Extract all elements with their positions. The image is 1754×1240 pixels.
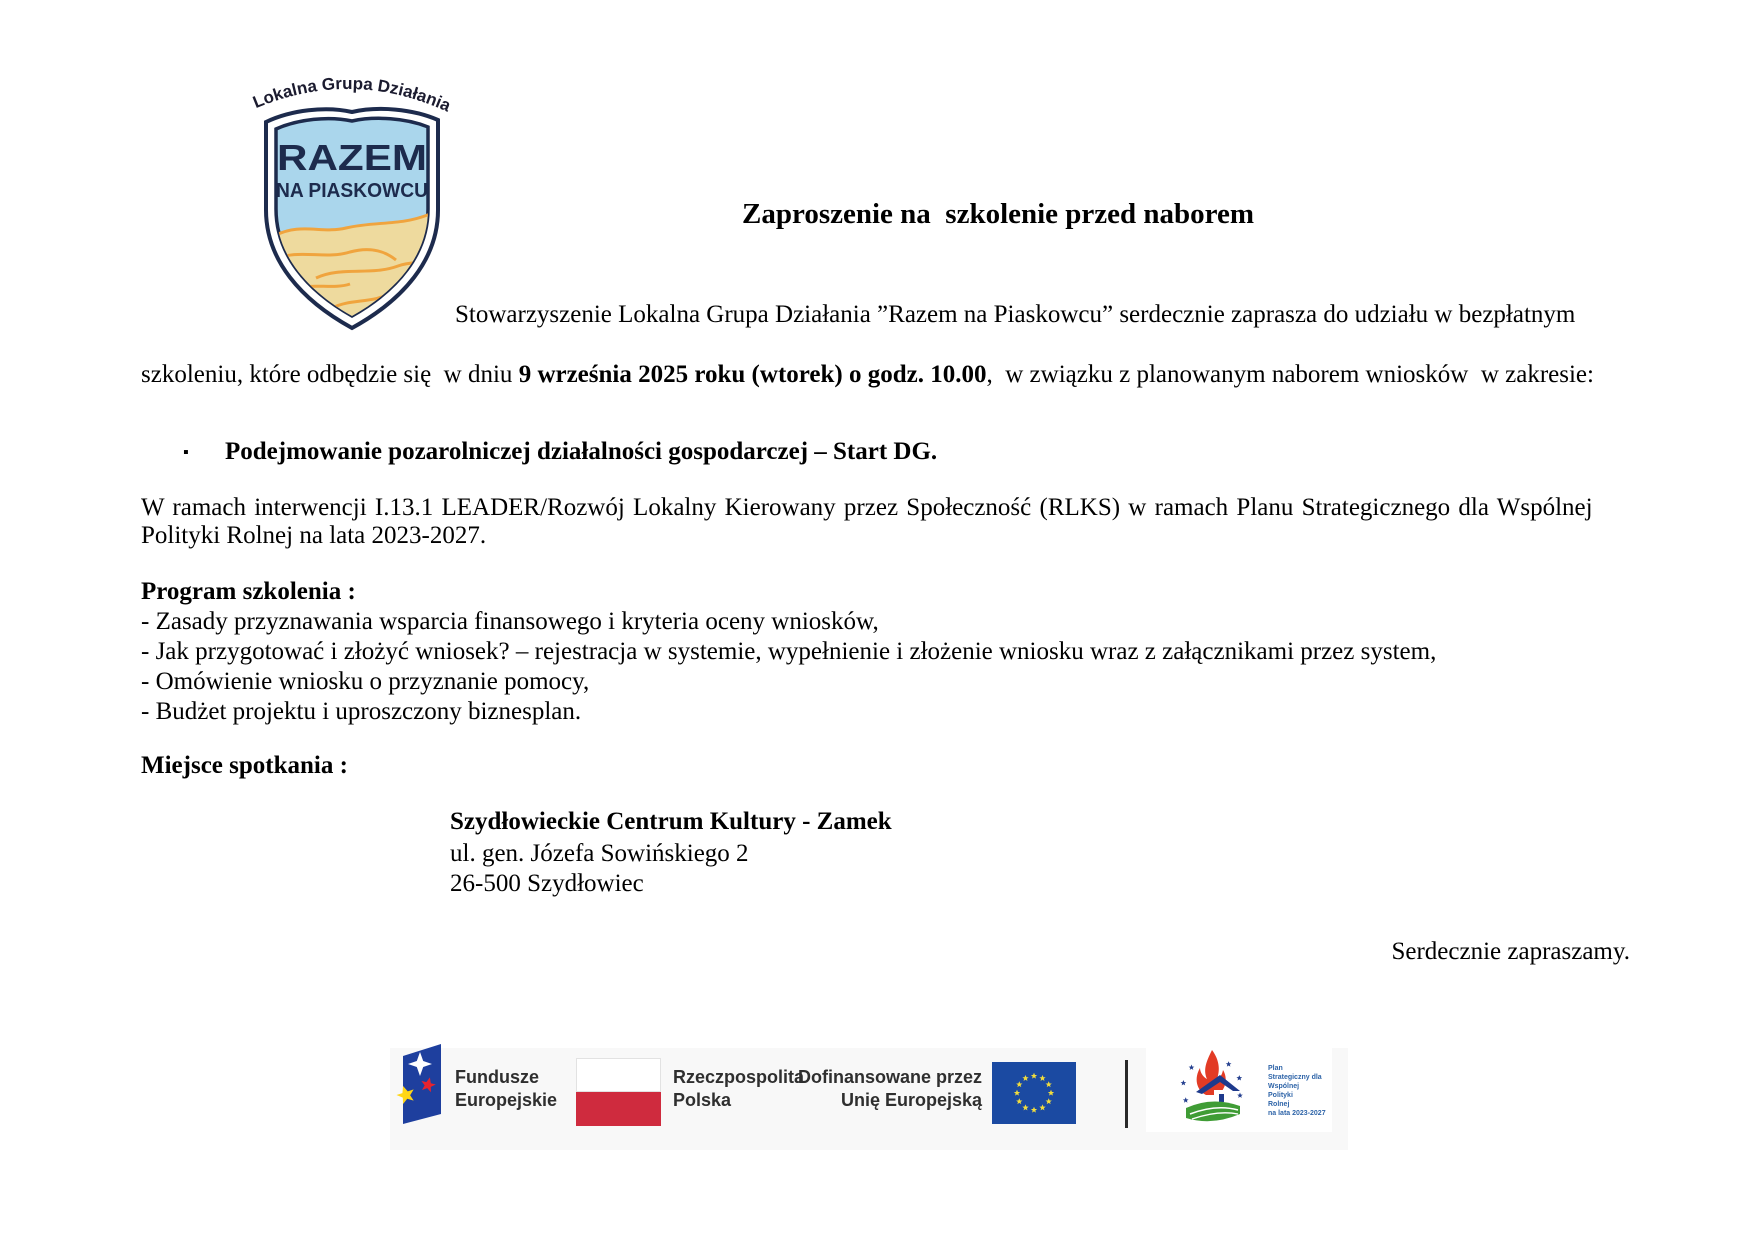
page-title: Zaproszenie na szkolenie przed naborem xyxy=(742,198,1255,230)
program-item: - Jak przygotować i złożyć wniosek? – rejestracja w systemie, wypełnienie i złożenie wniosku wraz z załącznikami przez system, xyxy=(141,638,1437,665)
shield-dunes xyxy=(274,214,430,324)
program-item: - Omówienie wniosku o przyznanie pomocy, xyxy=(141,668,590,695)
flame-shape xyxy=(1197,1050,1226,1095)
training-date: 9 września 2025 roku (wtorek) o godz. 10.00 xyxy=(518,361,987,388)
eu-flag-icon xyxy=(992,1062,1076,1124)
venue-name: Szydłowieckie Centrum Kultury - Zamek xyxy=(450,808,892,835)
closing-text: Serdecznie zapraszamy. xyxy=(1391,938,1630,965)
razem-na-piaskowcu-logo xyxy=(246,64,458,344)
eu-cofunding-label: Dofinansowane przez Unię Europejską xyxy=(797,1067,982,1110)
pswpr-logo-icon xyxy=(1176,1048,1262,1128)
bullet-square-icon: ▪ xyxy=(183,444,189,461)
venue-city: 26-500 Szydłowiec xyxy=(450,870,644,897)
context-line2: Polityki Rolnej na lata 2023-2027. xyxy=(141,522,487,549)
fundusze-europejskie-label: Fundusze Europejskie xyxy=(455,1067,558,1110)
logo-name-line1: RAZEM xyxy=(277,137,427,178)
intro-line2 xyxy=(141,361,1594,389)
context-line1: W ramach interwencji I.13.1 LEADER/Rozwój Lokalny Kierowany przez Społeczność (RLKS) w ramach Planu Strategicznego dla Wspólnej xyxy=(141,494,1593,521)
venue-heading: Miejsce spotkania : xyxy=(141,752,348,779)
poland-flag-icon xyxy=(576,1058,661,1126)
footer-divider xyxy=(1125,1060,1128,1128)
program-item: - Budżet projektu i uproszczony biznesplan. xyxy=(141,698,582,725)
fundusze-europejskie-flag-icon xyxy=(396,1040,448,1128)
logo-name-line2: NA PIASKOWCU xyxy=(276,180,428,202)
scope-bullet xyxy=(183,438,937,467)
intro-line2-post: , w związku z planowanym naborem wniosków w zakresie: xyxy=(986,361,1594,388)
program-item: - Zasady przyznawania wsparcia finansowego i kryteria oceny wniosków, xyxy=(141,608,879,635)
pswpr-logo-caption: Plan Strategiczny dla Wspólnej Polityki Rolnej na lata 2023-2027 xyxy=(1268,1065,1326,1117)
rzeczpospolita-polska-label: Rzeczpospolita Polska xyxy=(673,1067,805,1110)
intro-line2-pre: szkoleniu, które odbędzie się w dniu xyxy=(141,361,519,388)
logo-arc-text: Lokalna Grupa Działania xyxy=(250,73,454,116)
scope-bullet-text: Podejmowanie pozarolniczej działalności gospodarczej – Start DG. xyxy=(225,438,938,465)
program-heading: Program szkolenia : xyxy=(141,578,356,605)
intro-line1: Stowarzyszenie Lokalna Grupa Działania ”Razem na Piaskowcu” serdecznie zaprasza do udziału w bezpłatnym xyxy=(455,301,1576,328)
venue-street: ul. gen. Józefa Sowińskiego 2 xyxy=(450,840,749,867)
